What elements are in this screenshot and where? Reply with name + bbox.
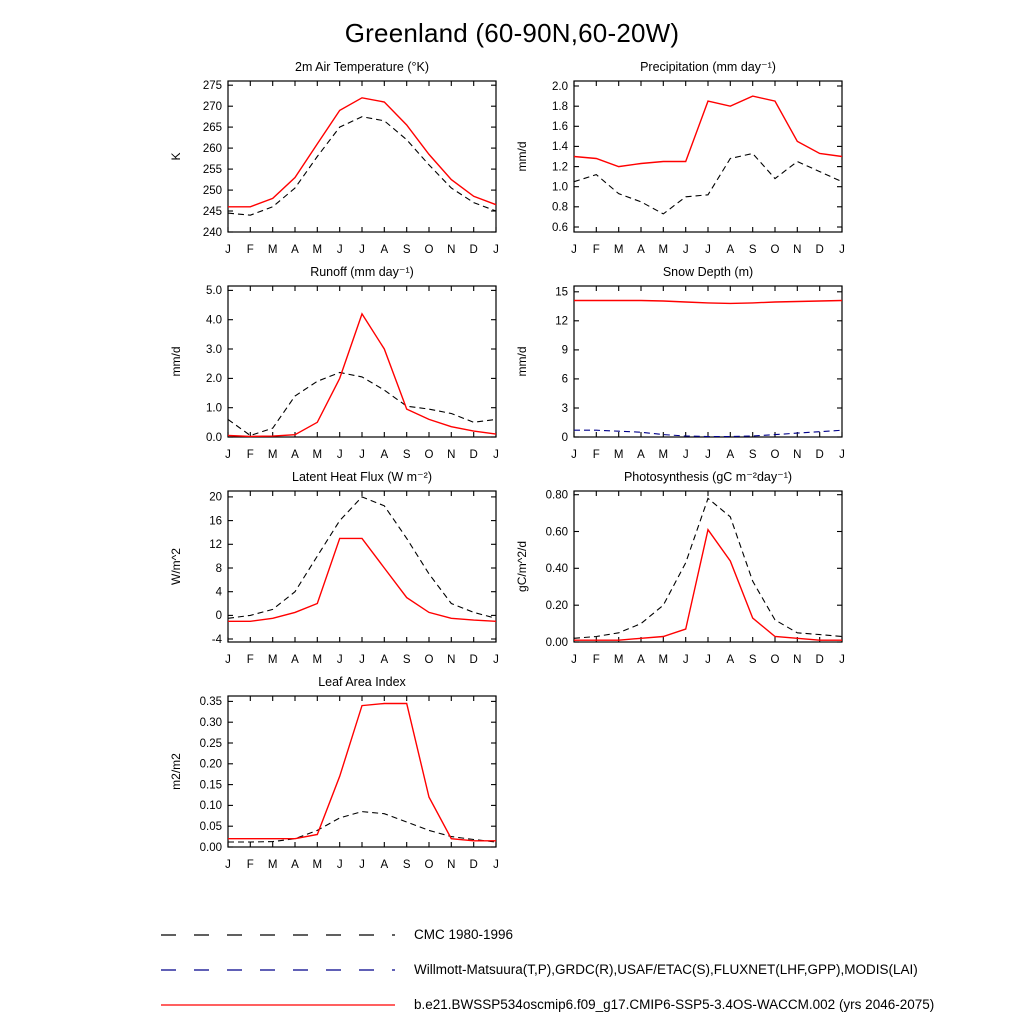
plot-area <box>574 81 842 232</box>
y-tick-label: 9 <box>561 344 568 357</box>
x-tick-label: A <box>380 244 389 256</box>
x-tick-label: A <box>380 449 389 461</box>
x-tick-label: M <box>613 244 624 256</box>
plot-area <box>228 696 496 847</box>
chart-svg <box>512 57 858 262</box>
y-tick-label: 255 <box>202 163 222 176</box>
x-tick-label: D <box>469 244 478 256</box>
y-tick-label: 1.0 <box>206 402 222 415</box>
y-tick-label: 0.00 <box>545 636 568 649</box>
legend-line-sample <box>158 927 398 943</box>
x-tick-label: F <box>246 654 254 666</box>
x-tick-label: A <box>291 859 299 871</box>
y-tick-label: 0.0 <box>206 431 222 444</box>
y-tick-label: 1.0 <box>552 181 568 194</box>
chart-title: Snow Depth (m) <box>662 265 754 279</box>
x-tick-label: S <box>748 449 757 461</box>
chart-svg <box>166 672 512 877</box>
y-tick-label: 265 <box>202 121 222 134</box>
chart-svg <box>512 262 858 467</box>
x-tick-label: O <box>424 244 434 256</box>
y-tick-label: 3.0 <box>206 343 222 356</box>
series-obs-line <box>574 498 842 638</box>
x-tick-label: N <box>793 244 802 256</box>
x-tick-label: M <box>267 654 278 666</box>
y-axis-label: gC/m^2/d <box>515 541 529 592</box>
x-tick-label: S <box>402 654 411 666</box>
chart-leaf-area-index <box>166 672 512 877</box>
x-tick-label: J <box>682 654 689 666</box>
x-tick-label: O <box>424 859 434 871</box>
x-tick-label: N <box>447 244 456 256</box>
x-tick-label: A <box>637 449 645 461</box>
y-tick-label: 1.6 <box>552 121 568 134</box>
x-tick-label: D <box>469 859 478 871</box>
y-tick-label: 12 <box>209 539 222 552</box>
legend-label: b.e21.BWSSP534oscmip6.f09_g17.CMIP6-SSP5-3.4OS-WACCM.002 (yrs 2046-2075) <box>414 997 935 1012</box>
y-tick-label: 8 <box>215 562 222 575</box>
y-tick-label: 0.35 <box>199 696 222 709</box>
y-tick-label: 2.0 <box>552 80 568 93</box>
y-tick-label: 240 <box>202 226 222 239</box>
x-tick-label: F <box>246 859 254 871</box>
x-tick-label: O <box>770 654 780 666</box>
chart-air-temperature <box>166 57 512 262</box>
plot-area <box>228 286 496 437</box>
x-tick-label: J <box>336 449 343 461</box>
y-tick-label: 0.05 <box>199 821 222 833</box>
chart-title: Latent Heat Flux (W m⁻²) <box>292 470 432 484</box>
x-tick-label: M <box>613 449 624 461</box>
x-tick-label: F <box>246 244 254 256</box>
x-tick-label: A <box>637 654 645 666</box>
x-tick-label: F <box>592 449 600 461</box>
x-tick-label: S <box>402 449 411 461</box>
x-tick-label: M <box>613 654 624 666</box>
y-tick-label: 0.00 <box>199 841 222 854</box>
x-tick-label: O <box>770 244 780 256</box>
x-tick-label: N <box>447 449 456 461</box>
x-tick-label: J <box>359 859 365 871</box>
x-tick-label: M <box>312 449 323 461</box>
x-tick-label: J <box>225 244 231 256</box>
chart-latent-heat-flux <box>166 467 512 672</box>
x-tick-label: M <box>312 654 323 666</box>
chart-svg <box>512 467 858 672</box>
x-tick-label: A <box>380 859 389 871</box>
x-tick-label: J <box>493 449 499 461</box>
x-tick-label: M <box>267 859 278 871</box>
x-tick-label: D <box>815 654 824 666</box>
x-tick-label: J <box>336 654 343 666</box>
y-axis-label: mm/d <box>515 141 529 172</box>
y-tick-label: 0.8 <box>552 201 568 214</box>
x-tick-label: J <box>359 244 365 256</box>
chart-snow-depth <box>512 262 858 467</box>
y-tick-label: 0.25 <box>199 737 222 750</box>
x-tick-label: M <box>658 449 669 461</box>
x-tick-label: J <box>336 244 343 256</box>
y-tick-label: 0.10 <box>199 800 222 813</box>
legend <box>158 917 1024 1022</box>
x-tick-label: A <box>291 654 299 666</box>
x-tick-label: J <box>705 449 711 461</box>
chart-svg <box>166 262 512 467</box>
x-tick-label: A <box>726 654 735 666</box>
y-axis-label: W/m^2 <box>169 548 183 585</box>
y-tick-label: 245 <box>202 205 222 218</box>
series-obs-line <box>228 497 496 618</box>
series-obs-line <box>228 373 496 436</box>
x-tick-label: D <box>815 449 824 461</box>
x-tick-label: A <box>291 244 299 256</box>
x-tick-label: J <box>839 449 845 461</box>
series-model-line <box>228 704 496 841</box>
series-model-line <box>574 96 842 167</box>
x-tick-label: N <box>447 654 456 666</box>
legend-line-sample <box>158 962 398 978</box>
y-tick-label: 0.40 <box>545 563 568 576</box>
chart-title: Precipitation (mm day⁻¹) <box>640 60 776 74</box>
x-tick-label: N <box>793 654 802 666</box>
x-tick-label: S <box>748 654 757 666</box>
x-tick-label: M <box>312 244 323 256</box>
y-tick-label: 0.15 <box>199 779 222 792</box>
x-tick-label: S <box>402 244 411 256</box>
y-tick-label: 15 <box>555 286 568 299</box>
y-tick-label: 4.0 <box>206 314 222 327</box>
y-tick-label: 6 <box>561 373 568 386</box>
chart-photosynthesis <box>512 467 858 672</box>
x-tick-label: O <box>424 654 434 666</box>
x-tick-label: J <box>493 859 499 871</box>
legend-item <box>158 987 1024 1022</box>
y-tick-label: 12 <box>555 315 568 328</box>
x-tick-label: A <box>726 244 735 256</box>
chart-grid <box>166 57 1024 877</box>
y-tick-label: 2.0 <box>206 373 222 386</box>
y-tick-label: 3 <box>561 402 568 415</box>
x-tick-label: F <box>592 244 600 256</box>
plot-area <box>574 491 842 642</box>
x-tick-label: J <box>225 449 231 461</box>
x-tick-label: J <box>839 244 845 256</box>
y-tick-label: 1.2 <box>552 161 568 174</box>
chart-title: Runoff (mm day⁻¹) <box>310 265 414 279</box>
y-axis-label: m2/m2 <box>169 753 183 790</box>
x-tick-label: M <box>658 244 669 256</box>
chart-precipitation <box>512 57 858 262</box>
chart-svg <box>166 467 512 672</box>
x-tick-label: N <box>447 859 456 871</box>
x-tick-label: S <box>748 244 757 256</box>
y-axis-label: mm/d <box>169 346 183 377</box>
x-tick-label: F <box>592 654 600 666</box>
y-tick-label: 275 <box>202 80 222 92</box>
plot-area <box>228 81 496 232</box>
x-tick-label: J <box>571 654 577 666</box>
x-tick-label: J <box>839 654 845 666</box>
plot-area <box>574 286 842 437</box>
y-tick-label: 16 <box>209 515 222 528</box>
x-tick-label: M <box>658 654 669 666</box>
page-title: Greenland (60-90N,60-20W) <box>344 18 680 48</box>
y-tick-label: 0.20 <box>545 600 568 612</box>
legend-label: Willmott-Matsuura(T,P),GRDC(R),USAF/ETAC(S),FLUXNET(LHF,GPP),MODIS(LAI) <box>414 962 918 977</box>
x-tick-label: O <box>424 449 434 461</box>
y-tick-label: 0.30 <box>199 717 222 729</box>
series-model-line <box>228 314 496 437</box>
x-tick-label: N <box>793 449 802 461</box>
y-tick-label: 20 <box>209 491 222 504</box>
x-tick-label: M <box>267 449 278 461</box>
x-tick-label: S <box>402 859 411 871</box>
x-tick-label: O <box>770 449 780 461</box>
x-tick-label: J <box>682 449 689 461</box>
x-tick-label: J <box>225 859 231 871</box>
y-tick-label: 1.4 <box>552 141 568 154</box>
chart-title: 2m Air Temperature (°K) <box>295 60 429 74</box>
y-tick-label: 5.0 <box>206 285 222 298</box>
x-tick-label: J <box>571 449 577 461</box>
chart-svg <box>166 57 512 262</box>
x-tick-label: J <box>705 654 711 666</box>
x-tick-label: J <box>359 449 365 461</box>
x-tick-label: J <box>682 244 689 256</box>
y-tick-label: 1.8 <box>552 101 568 113</box>
legend-label: CMC 1980-1996 <box>414 927 514 942</box>
series-obs-line <box>574 154 842 214</box>
x-tick-label: A <box>380 654 389 666</box>
x-tick-label: J <box>493 244 499 256</box>
y-tick-label: 0 <box>215 610 222 623</box>
y-tick-label: 260 <box>202 142 222 155</box>
x-tick-label: J <box>336 859 343 871</box>
x-tick-label: M <box>312 859 323 871</box>
y-tick-label: 0.60 <box>545 526 568 539</box>
y-axis-label: mm/d <box>515 346 529 377</box>
x-tick-label: A <box>291 449 299 461</box>
y-tick-label: 0.6 <box>552 221 568 234</box>
x-tick-label: J <box>225 654 231 666</box>
series-model-line <box>228 538 496 621</box>
x-tick-label: A <box>726 449 735 461</box>
series-model-line <box>574 530 842 641</box>
x-tick-label: J <box>571 244 577 256</box>
y-tick-label: 250 <box>202 184 222 197</box>
x-tick-label: M <box>267 244 278 256</box>
y-tick-label: -4 <box>211 633 222 646</box>
legend-item <box>158 952 1024 987</box>
y-axis-label: K <box>169 152 183 161</box>
legend-line-sample <box>158 997 398 1013</box>
series-obs-line <box>228 812 496 842</box>
x-tick-label: D <box>469 654 478 666</box>
x-tick-label: F <box>246 449 254 461</box>
y-tick-label: 0.20 <box>199 758 222 771</box>
x-tick-label: A <box>637 244 645 256</box>
chart-title: Photosynthesis (gC m⁻²day⁻¹) <box>623 470 793 484</box>
y-tick-label: 270 <box>202 101 222 113</box>
x-tick-label: J <box>705 244 711 256</box>
x-tick-label: J <box>359 654 365 666</box>
series-model-line <box>574 301 842 304</box>
chart-runoff <box>166 262 512 467</box>
x-tick-label: D <box>815 244 824 256</box>
chart-title: Leaf Area Index <box>318 675 406 689</box>
y-tick-label: 0.80 <box>545 489 568 502</box>
y-tick-label: 0 <box>561 431 568 444</box>
x-tick-label: D <box>469 449 478 461</box>
series-model-line <box>228 98 496 207</box>
y-tick-label: 4 <box>215 586 222 599</box>
legend-item <box>158 917 1024 952</box>
x-tick-label: J <box>493 654 499 666</box>
